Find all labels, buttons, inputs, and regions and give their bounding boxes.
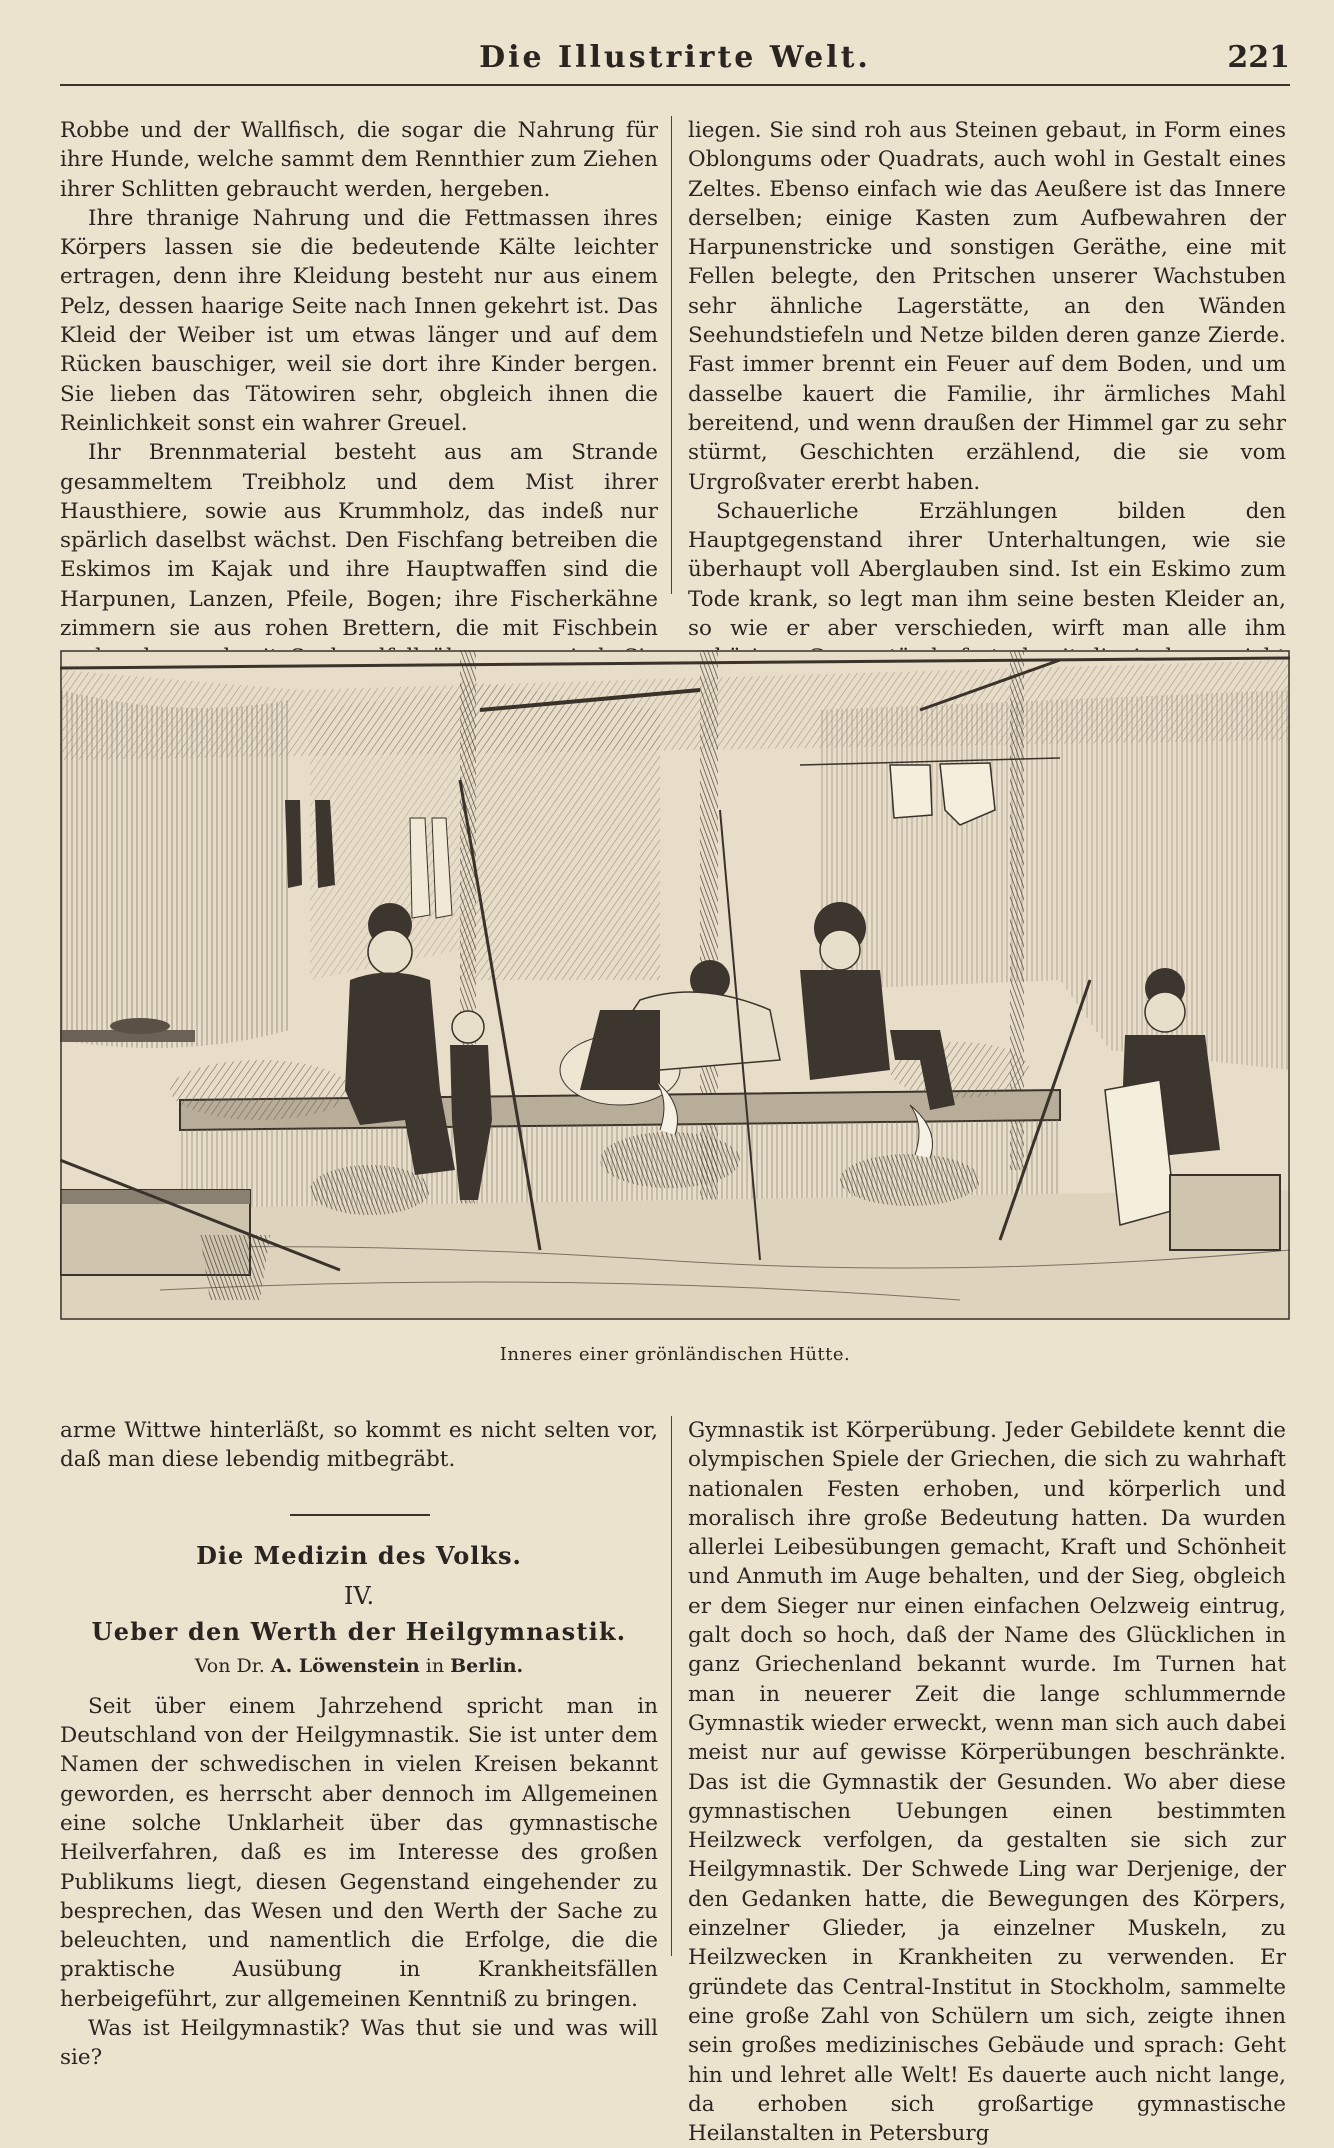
storage-chest-right bbox=[1170, 1175, 1280, 1250]
bottom-right-column bbox=[688, 1416, 1286, 2148]
section-number: IV. bbox=[343, 1581, 375, 1610]
spacer bbox=[60, 1475, 658, 1541]
column-divider-top bbox=[671, 116, 672, 594]
left-wall bbox=[60, 690, 290, 1048]
paragraph: Robbe und der Wallfisch, die sogar die Nahrung für ihre Hunde, welche sammt dem Rennthier zum Ziehen ihrer Schlitten gebraucht werden, hergeben. bbox=[60, 118, 658, 202]
paragraph: Schauerliche Erzählungen bilden den Hauptgegenstand ihrer Unterhaltungen, wie sie überhaupt voll Aberglauben sind. Ist ein Eskimo zum Tode krank, so legt man ihm seine besten Kleider an, so wie er aber verschieden, wirft man alle ihm bbox=[688, 498, 1286, 642]
back-wall-middle bbox=[460, 680, 660, 980]
top-left-column bbox=[60, 116, 658, 731]
paragraph: Was ist Heilgymnastik? Was thut sie und was will sie? bbox=[60, 2016, 658, 2071]
paragraph: Seit über einem Jahrzehend spricht man in Deutschland von der Heilgymnastik. Sie ist unter dem Namen der schwedischen in vielen Kreisen bekannt geworden, es herrscht aber dennoch im Allgemeinen eine solche Unklarheit über das gymnastische Heilverfahren, daß es im Interesse des großen Publikums liegt, diesen Gegenstand eingehender zu besprechen, das Wesen und den Werth der Sache zu beleuchten, und namentlich die Erfolge, die die praktische Ausübung in Krankheitsfällen herbeigeführt, zur allgemeinen Kenntniß zu bringen. bbox=[60, 1693, 658, 2012]
fur-pile bbox=[170, 1060, 350, 1120]
author-location: Berlin. bbox=[450, 1655, 524, 1678]
paragraph: Gymnastik ist Körperübung. Jeder Gebildete kennt die olympischen Spiele der Griechen, die sich zu wahrhaft nationalen Festen erhoben, und körperlich und moralisch ihre große Bedeutung hatten. Da wurden allerlei Leibesübungen gemacht, Kraft und Schönheit und Anmuth im Auge behalten, und der Sieg, obgleich er dem Sieger nur einen einfachen Oelzweig eintrug, galt doch so hoch, daß der Name des Glücklichen in ganz Griechenland bekannt wurde. Im Turnen hat man in neuerer Zeit die lange schlummernde Gymnastik wieder erweckt, wenn man sich auch dabei meist nur auf gewisse Körperübungen beschränkte. Das ist die Gymnastik der Gesunden. Wo aber diese gymnastischen Uebungen einen bestimmten Heilzweck verfolgen, da gestalten sie sich zur Heilgymnastik. Der Schwede Ling war Derjenige, der den Gedanken hatte, die Bewegungen des Körpers, einzelner Glieder, ja einzelner Muskeln, zu Heilzwecken in Krankheiten zu verwenden. Er gründete das Central-Institut in Stockholm, sammelte eine große Zahl von Schülern um sich, zeigte ihnen sein großes medizinisches Gebäude und sprach: Geht hin und lehret alle Welt! Es dauerte auch nicht lange, da erhoben sich großartige gymnastische Heilanstalten in Petersburg bbox=[688, 1418, 1286, 2147]
header-rule bbox=[60, 84, 1290, 86]
hut-interior-illustration bbox=[60, 650, 1290, 1320]
running-head bbox=[60, 40, 1290, 80]
byline-prefix: Von Dr. bbox=[194, 1655, 265, 1678]
hanging-cloth bbox=[890, 765, 932, 818]
figure-caption: Inneres einer grönländischen Hütte. bbox=[499, 1344, 851, 1365]
section-rule bbox=[290, 1514, 430, 1516]
paragraph: Ihr Brennmaterial besteht aus am Strande gesammeltem Treibholz und dem Mist ihrer Hausthiere, sowie aus Krummholz, das indeß nur spärlich daselbst wächst. Den Fischfang betreiben die Eskimos im Kajak und ihre Hauptwaffen sind die Harpunen, Lanzen, Pfeile, Bogen; ihre Fischerkähne zimmern sie aus rohen Brettern, die mit Fischbein bbox=[60, 440, 658, 642]
page-number: 221 bbox=[1227, 40, 1290, 75]
byline-mid: in bbox=[425, 1655, 445, 1678]
paragraph: arme Wittwe hinterläßt, so kommt es nicht selten vor, daß man diese lebendig mitbegräbt. bbox=[60, 1418, 658, 1473]
section-title: Die Medizin des Volks. bbox=[196, 1540, 522, 1570]
running-title: Die Illustrirte Welt. bbox=[479, 40, 871, 75]
column-divider-bottom bbox=[671, 1416, 672, 1956]
article-title: Ueber den Werth der Heilgymnastik. bbox=[91, 1617, 627, 1647]
paragraph: liegen. Sie sind roh aus Steinen gebaut, in Form eines Oblongums oder Quadrats, auch wohl in Gestalt eines Zeltes. Ebenso einfach wie das Aeußere ist das Innere derselben; einige Kasten zum Aufbewahren der Harpunenstricke und sonstigen Geräthe, eine mit Fellen belegte, den Pritschen unserer Wachstuben sehr ähnliche Lagerstätte, an den Wänden Seehundstiefeln und Netze bilden deren ganze Zierde. Fast immer brennt ein Feuer auf dem Boden, und um dasselbe kauert die Familie, ihr ärmliches Mahl bereitend, und wenn draußen der Himmel gar zu sehr stürmt, Geschichten erzählend, die sie vom Urgroßvater ererbt haben. bbox=[688, 118, 1286, 495]
bucket bbox=[200, 1235, 270, 1300]
paragraph: Ihre thranige Nahrung und die Fettmassen ihres Körpers lassen sie die bedeutende Kälte leichter ertragen, denn ihre Kleidung besteht nur aus einem Pelz, dessen haarige Seite nach Innen gekehrt ist. Das Kleid der Weiber ist um etwas länger und auf dem Rücken bauschiger, weil sie dort ihre Kinder bergen. Sie lieben das Tätowiren sehr, obgleich ihnen die Reinlichkeit sonst ein wahrer Greuel. bbox=[60, 205, 658, 436]
author-name: A. Löwenstein bbox=[270, 1655, 420, 1678]
byline bbox=[60, 1652, 658, 1681]
